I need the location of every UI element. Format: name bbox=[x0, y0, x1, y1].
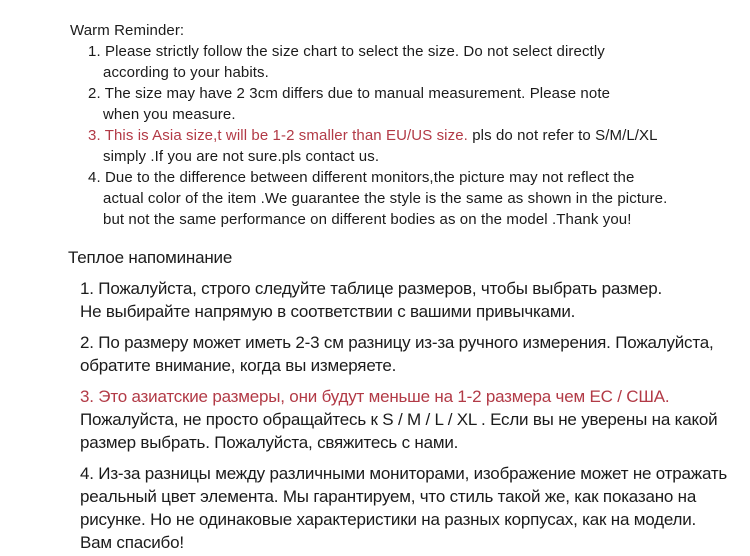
text-line: 1. Пожалуйста, строго следуйте таблице размеров, чтобы выбрать размер. bbox=[80, 279, 663, 298]
russian-item-2 bbox=[80, 331, 727, 377]
russian-reminder-section bbox=[68, 246, 727, 554]
text-line: when you measure. bbox=[103, 106, 236, 123]
text-line: Не выбирайте напрямую в соответствии с вашими привычками. bbox=[80, 302, 576, 321]
text-line bbox=[70, 125, 667, 146]
text-line: 4. Due to the difference between different monitors,the picture may not reflect the bbox=[88, 169, 635, 186]
text-line: Пожалуйста, не просто обращайтесь к S / M / L / XL . Если вы не уверены на какой bbox=[80, 410, 718, 429]
russian-item-4 bbox=[80, 462, 727, 554]
asia-size-warning-red-text: 3. This is Asia size,t will be 1-2 smaller than EU/US size. bbox=[88, 127, 468, 144]
asia-size-warning-red-text-ru: 3. Это азиатские размеры, они будут меньше на 1-2 размера чем ЕС / США. bbox=[80, 387, 670, 406]
text-line: реальный цвет элемента. Мы гарантируем, что стиль такой же, как показано на bbox=[80, 487, 697, 506]
text-line: but not the same performance on different bodies as on the model .Thank you! bbox=[103, 211, 632, 228]
english-item-3 bbox=[70, 125, 667, 167]
english-item-4 bbox=[70, 167, 667, 230]
english-item-2 bbox=[70, 83, 667, 125]
text-segment: pls do not refer to S/M/L/XL bbox=[467, 127, 658, 144]
text-line: 2. По размеру может иметь 2-3 см разницу из-за ручного измерения. Пожалуйста, bbox=[80, 333, 714, 352]
text-line: 2. The size may have 2 3cm differs due to manual measurement. Please note bbox=[88, 85, 611, 102]
text-line: simply .If you are not sure.pls contact us. bbox=[103, 148, 380, 165]
text-line: размер выбрать. Пожалуйста, свяжитесь с нами. bbox=[80, 433, 459, 452]
english-reminder-section bbox=[70, 20, 667, 230]
text-line: Вам спасибо! bbox=[80, 533, 184, 552]
russian-item-1 bbox=[80, 277, 727, 323]
text-line: actual color of the item .We guarantee the style is the same as shown in the picture. bbox=[103, 190, 668, 207]
english-item-1 bbox=[70, 41, 667, 83]
english-heading: Warm Reminder: bbox=[70, 22, 185, 39]
text-line: рисунке. Но не одинаковые характеристики на разных корпусах, как на модели. bbox=[80, 510, 697, 529]
text-line: 4. Из-за разницы между различными мониторами, изображение может не отражать bbox=[80, 464, 728, 483]
text-line: according to your habits. bbox=[103, 64, 269, 81]
russian-heading: Теплое напоминание bbox=[68, 248, 233, 267]
text-line: обратите внимание, когда вы измеряете. bbox=[80, 356, 397, 375]
russian-item-3 bbox=[80, 385, 727, 454]
text-line: 1. Please strictly follow the size chart to select the size. Do not select directly bbox=[88, 43, 605, 60]
